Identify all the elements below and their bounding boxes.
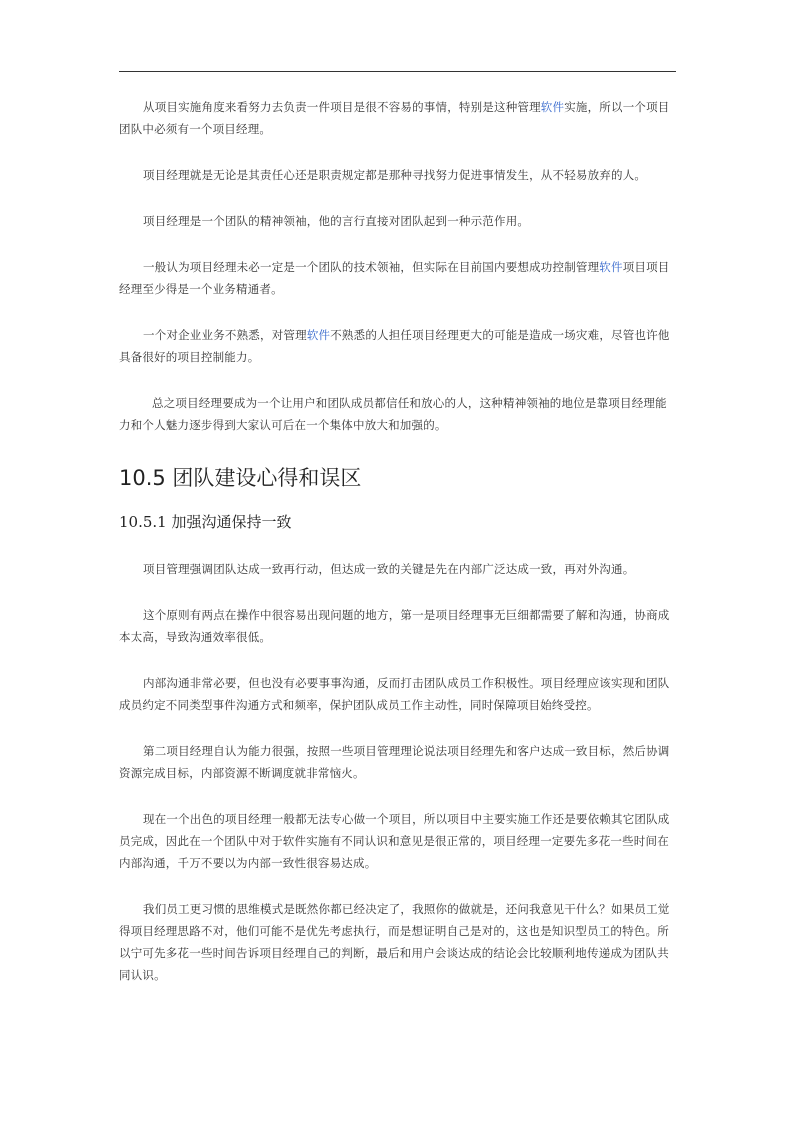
section-heading: 10.5 团队建设心得和误区	[119, 466, 362, 490]
software-link[interactable]: 软件	[306, 328, 331, 342]
paragraph	[119, 96, 676, 140]
paragraph: 内部沟通非常必要，但也没有必要事事沟通，反而打击团队成员工作积极性。项目经理应该实现和团队成员约定不同类型事件沟通方式和频率，保护团队成员工作主动性，同时保障项目始终受控。	[119, 676, 670, 712]
paragraph: 项目经理是一个团队的精神领袖，他的言行直接对团队起到一种示范作用。	[143, 214, 530, 228]
text-segment: 从项目实施角度来看努力去负责一件项目是很不容易的事情，特别是这种管理	[143, 100, 541, 114]
text-segment: 一般认为项目经理未必一定是一个团队的技术领袖，但实际在目前国内要想成功控制管理	[143, 260, 600, 274]
paragraph: 现在一个出色的项目经理一般都无法专心做一个项目，所以项目中主要实施工作还是要依赖其它团队成员完成，因此在一个团队中对于软件实施有不同认识和意见是很正常的，项目经理一定要先多花一些时间在内部沟通，千万不要以为内部一致性很容易达成。	[119, 812, 670, 870]
text-segment: 项目项目经理至少得是一个业务精通者。	[119, 260, 670, 296]
paragraph	[119, 324, 676, 368]
header-rule	[119, 71, 676, 72]
paragraph: 第二项目经理自认为能力很强，按照一些项目管理理论说法项目经理先和客户达成一致目标，然后协调资源完成目标，内部资源不断调度就非常恼火。	[119, 744, 670, 780]
subsection-heading: 10.5.1 加强沟通保持一致	[119, 513, 292, 531]
paragraph: 项目管理强调团队达成一致再行动，但达成一致的关键是先在内部广泛达成一致，再对外沟通。	[143, 562, 635, 576]
text-segment: 不熟悉的人担任项目经理更大的可能是造成一场灾难，尽管也许他具备很好的项目控制能力。	[119, 328, 670, 364]
paragraph	[119, 256, 676, 300]
software-link[interactable]: 软件	[540, 100, 565, 114]
text-segment: 一个对企业业务不熟悉，对管理	[143, 328, 307, 342]
page-cutoff	[119, 898, 676, 982]
document-body	[119, 96, 676, 982]
paragraph: 这个原则有两点在操作中很容易出现问题的地方，第一是项目经理事无巨细都需要了解和沟通，协商成本太高，导致沟通效率很低。	[119, 608, 670, 644]
paragraph: 我们员工更习惯的思维模式是既然你都已经决定了，我照你的做就是，还问我意见干什么？如果员工觉得项目经理思路不对，他们可能不是优先考虑执行，而是想证明自己是对的，这也是知识型员工的特色。所以宁可先多花一些时间告诉项目经理自己的判断，最后和用户会谈达成的结论会比较顺利地传递成为团队共同认识。	[119, 902, 670, 982]
paragraph: 总之项目经理要成为一个让用户和团队成员都信任和放心的人，这种精神领袖的地位是靠项目经理能力和个人魅力逐步得到大家认可后在一个集体中放大和加强的。	[119, 396, 667, 432]
text-segment: 实施，所以一个项目团队中必须有一个项目经理。	[119, 100, 670, 136]
paragraph: 项目经理就是无论是其责任心还是职责规定都是那种寻找努力促进事情发生，从不轻易放弃的人。	[143, 168, 647, 182]
software-link[interactable]: 软件	[599, 260, 623, 274]
